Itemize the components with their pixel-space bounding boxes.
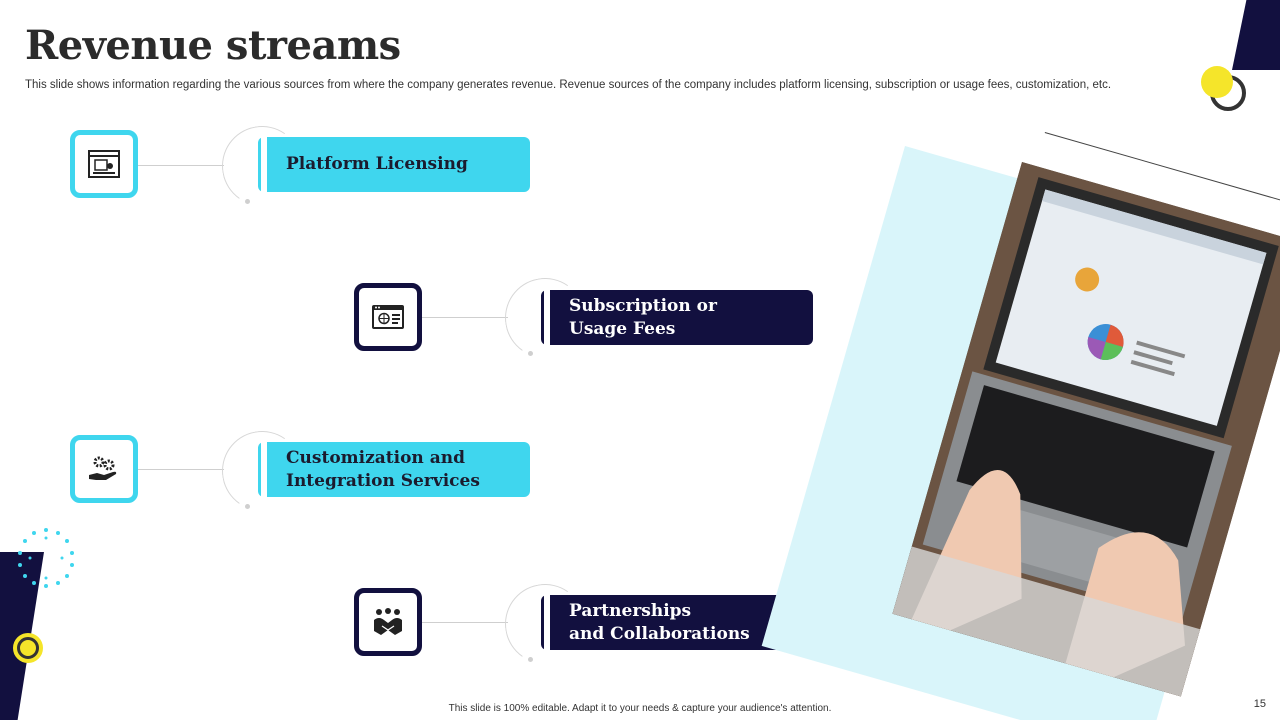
label-accent-bar <box>261 442 267 497</box>
page-number: 15 <box>1253 698 1266 710</box>
revenue-item-label: Partnerships and Collaborations <box>569 600 750 644</box>
platform-licensing-icon-box <box>70 130 138 198</box>
revenue-item-label: Subscription or Usage Fees <box>569 295 717 339</box>
connector-line <box>422 622 508 623</box>
connector-dot <box>245 504 250 509</box>
label-accent-bar <box>544 595 550 650</box>
burst-decoration <box>14 526 78 590</box>
label-accent-bar <box>261 137 267 192</box>
subscription-icon-box <box>354 283 422 351</box>
slide-footer: This slide is 100% editable. Adapt it to your needs & capture your audience's attention. <box>448 703 832 714</box>
slide-title: Revenue streams <box>25 22 401 69</box>
connector-dot <box>245 199 250 204</box>
revenue-item-platform-licensing <box>258 137 530 192</box>
revenue-item-label: Customization and Integration Services <box>286 447 480 491</box>
handshake-icon <box>370 604 406 640</box>
connector-line <box>138 469 224 470</box>
revenue-item-label: Platform Licensing <box>286 154 468 174</box>
slide-subtitle: This slide shows information regarding the various sources from where the company generates revenue. Revenue sources of the company includes platform licensing, subscription or usage fees, customization, etc. <box>25 79 1112 91</box>
target-decoration <box>13 633 43 663</box>
connector-line <box>422 317 508 318</box>
corner-decoration-top-right <box>1232 0 1280 70</box>
partnerships-icon-box <box>354 588 422 656</box>
connector-line <box>138 165 224 166</box>
revenue-item-customization <box>258 442 530 497</box>
browser-window-icon <box>86 146 122 182</box>
web-globe-icon <box>370 299 406 335</box>
gears-hand-icon <box>86 451 122 487</box>
connector-dot <box>528 351 533 356</box>
connector-dot <box>528 657 533 662</box>
label-accent-bar <box>544 290 550 345</box>
revenue-item-subscription-fees <box>541 290 813 345</box>
customization-icon-box <box>70 435 138 503</box>
yellow-dot-decoration <box>1201 66 1233 98</box>
